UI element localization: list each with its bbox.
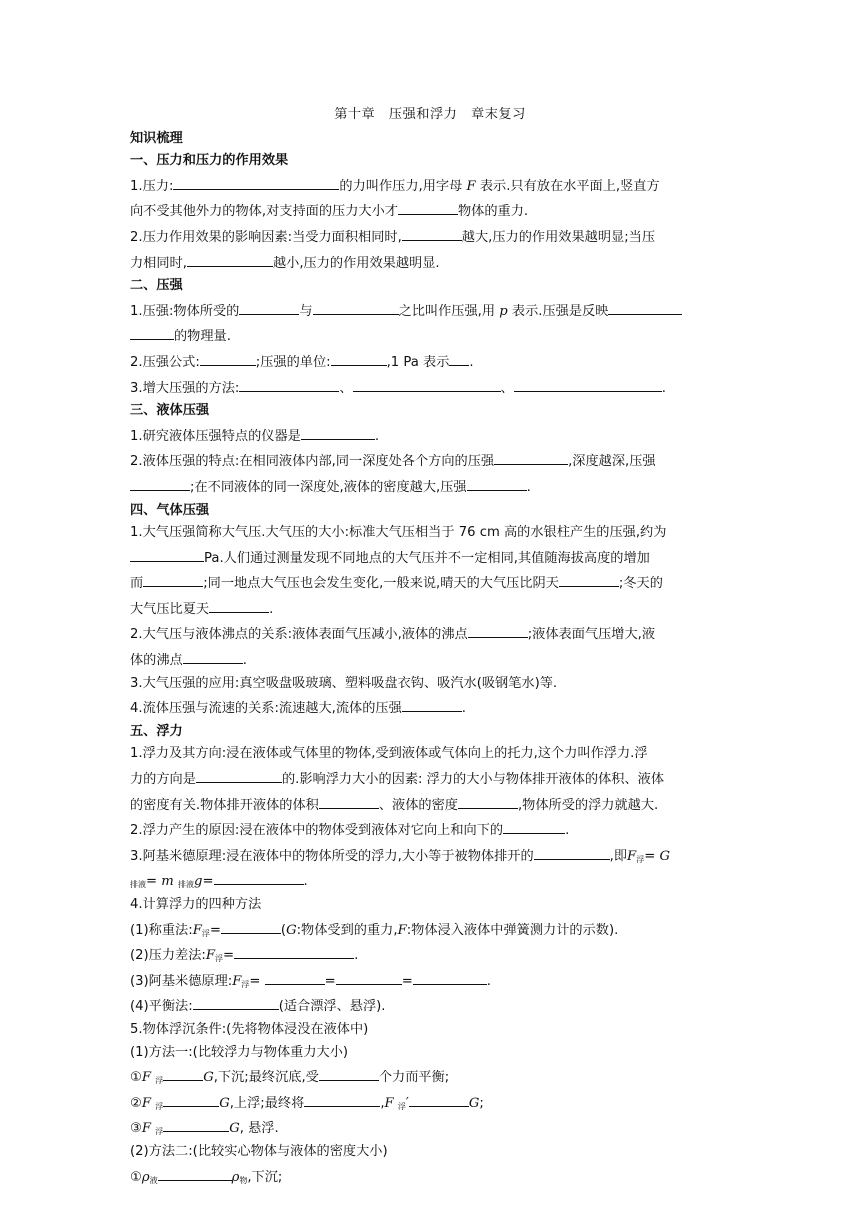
section-3-heading: 三、液体压强 xyxy=(130,403,210,419)
s4-line-2: Pa.人们通过测量发现不同地点的大气压并不一定相同,其值随海拔高度的增加 xyxy=(130,545,730,571)
fill-blank[interactable] xyxy=(209,596,269,613)
fill-blank[interactable] xyxy=(158,1164,232,1181)
fill-blank[interactable] xyxy=(503,817,565,834)
worksheet-page xyxy=(130,104,730,1189)
s5-line-11: (4)平衡法: (适合漂浮、悬浮). xyxy=(130,993,730,1019)
fill-blank[interactable] xyxy=(494,448,568,465)
fill-blank[interactable] xyxy=(200,349,256,366)
fill-blank[interactable] xyxy=(130,474,190,491)
fill-blank[interactable] xyxy=(239,375,339,392)
s5-line-14: ①F $_浮$ G,下沉;最终沉底,受 个力而平衡; xyxy=(130,1064,730,1090)
s3-line-3: ;在不同液体的同一深度处,液体的密度越大,压强 . xyxy=(130,474,730,500)
fill-blank[interactable] xyxy=(413,968,487,985)
s3-line-1: 1.研究液体压强特点的仪器是 . xyxy=(130,423,730,449)
s5-line-15: ②F $_浮$ G,上浮;最终将 ,F $_浮$′ G; xyxy=(130,1090,730,1116)
fill-blank[interactable] xyxy=(402,695,462,712)
fill-blank[interactable] xyxy=(449,349,469,366)
fill-blank[interactable] xyxy=(163,1064,203,1081)
s3-line-2: 2.液体压强的特点:在相同液体内部,同一深度处各个方向的压强 ,深度越深,压强 xyxy=(130,448,730,474)
fill-blank[interactable] xyxy=(402,224,462,241)
section-heading: 知识梳理 xyxy=(130,130,183,146)
fill-blank[interactable] xyxy=(143,570,203,587)
fill-blank[interactable] xyxy=(265,968,325,985)
s5-line-8: (1)称重法$:F_浮= (G$:物体受到的重力,F:物体浸入液体中弹簧测力计的示数). xyxy=(130,917,730,943)
fill-blank[interactable] xyxy=(398,198,458,215)
fill-blank[interactable] xyxy=(221,917,281,934)
fill-blank[interactable] xyxy=(514,375,662,392)
s5-line-9: (2)压力差法$:F_浮=$ . xyxy=(130,942,730,968)
fill-blank[interactable] xyxy=(608,298,682,315)
section-2-heading: 二、压强 xyxy=(130,278,183,294)
fill-blank[interactable] xyxy=(173,173,339,190)
fill-blank[interactable] xyxy=(187,250,273,267)
fill-blank[interactable] xyxy=(534,843,610,860)
s1-line-3: 2.压力作用效果的影响因素:当受力面积相同时, 越大,压力的作用效果越明显;当压 xyxy=(130,224,730,250)
fill-blank[interactable] xyxy=(559,570,619,587)
s5-line-5: 3.阿基米德原理:浸在液体中的物体所受的浮力,大小等于被物体排开的 ,即$F_浮= G$ xyxy=(130,843,730,869)
s1-line-1: 1.压力: 的力叫作压力,用字母 F 表示.只有放在水平面上,竖直方 xyxy=(130,173,730,199)
fill-blank[interactable] xyxy=(214,868,304,885)
s4-line-5: 2.大气压与液体沸点的关系:液体表面气压减小,液体的沸点 ;液体表面气压增大,液 xyxy=(130,621,730,647)
s2-line-2: 的物理量. xyxy=(130,323,730,349)
fill-blank[interactable] xyxy=(409,1090,469,1107)
s4-line-7: 3.大气压强的应用:真空吸盘吸玻璃、塑料吸盘衣钩、吸汽水(吸钢笔水)等. xyxy=(130,675,558,691)
s5-line-4: 2.浮力产生的原因:浸在液体中的物体受到液体对它向上和向下的 . xyxy=(130,817,730,843)
fill-blank[interactable] xyxy=(353,375,501,392)
s5-line-18: $①\rho_液$ $\rho_物$,下沉; xyxy=(130,1164,730,1190)
fill-blank[interactable] xyxy=(163,1090,219,1107)
fill-blank[interactable] xyxy=(130,545,204,562)
fill-blank[interactable] xyxy=(319,792,379,809)
s5-line-6: $_{排液}$= m $_{排液}$g= . xyxy=(130,868,730,894)
s2-line-4: 3.增大压强的方法: 、 、 . xyxy=(130,375,730,401)
s1-line-2: 向不受其他外力的物体,对支持面的压力大小才 物体的重力. xyxy=(130,198,730,224)
s5-line-13: (1)方法一:(比较浮力与物体重力大小) xyxy=(130,1044,349,1060)
s5-line-16: ③F $_浮$ G, 悬浮. xyxy=(130,1115,730,1141)
s4-line-3: 而 ;同一地点大气压也会发生变化,一般来说,晴天的大气压比阴天 ;冬天的 xyxy=(130,570,730,596)
s5-line-7: 4.计算浮力的四种方法 xyxy=(130,897,262,912)
s5-line-2: 力的方向是 的.影响浮力大小的因素: 浮力的大小与物体排开液体的体积、液体 xyxy=(130,766,730,792)
fill-blank[interactable] xyxy=(130,323,174,340)
fill-blank[interactable] xyxy=(234,942,354,959)
fill-blank[interactable] xyxy=(313,298,399,315)
s4-line-8: 4.流体压强与流速的关系:流速越大,流体的压强 . xyxy=(130,695,730,721)
s5-line-12: 5.物体浮沉条件:(先将物体浸没在液体中) xyxy=(130,1021,369,1037)
page-title: 第十章 压强和浮力 章末复习 xyxy=(334,107,526,122)
section-1-heading: 一、压力和压力的作用效果 xyxy=(130,153,289,169)
fill-blank[interactable] xyxy=(196,766,282,783)
s5-line-1: 1.浮力及其方向:浸在液体或气体里的物体,受到液体或气体向上的托力,这个力叫作浮力.浮 xyxy=(130,746,648,762)
fill-blank[interactable] xyxy=(331,349,387,366)
section-5-heading: 五、浮力 xyxy=(130,723,183,739)
s2-line-1: 1.压强:物体所受的 与 之比叫作压强,用 p 表示.压强是反映 xyxy=(130,298,730,324)
fill-blank[interactable] xyxy=(468,621,528,638)
s4-line-1: 1.大气压强简称大气压.大气压的大小:标准大气压相当于 76 cm 高的水银柱产生的压强,约为 xyxy=(130,525,667,541)
fill-blank[interactable] xyxy=(193,993,279,1010)
s4-line-4: 大气压比夏天 . xyxy=(130,596,730,622)
fill-blank[interactable] xyxy=(336,968,402,985)
s5-line-10: (3)阿基米德原理$:F_浮=$ = = . xyxy=(130,968,730,994)
fill-blank[interactable] xyxy=(467,474,527,491)
fill-blank[interactable] xyxy=(458,792,518,809)
fill-blank[interactable] xyxy=(239,298,299,315)
fill-blank[interactable] xyxy=(301,423,375,440)
s5-line-17: (2)方法二:(比较实心物体与液体的密度大小) xyxy=(130,1143,388,1159)
s1-line-4: 力相同时, 越小,压力的作用效果越明显. xyxy=(130,250,730,276)
fill-blank[interactable] xyxy=(304,1090,380,1107)
fill-blank[interactable] xyxy=(163,1115,229,1132)
fill-blank[interactable] xyxy=(183,647,243,664)
s2-line-3: 2.压强公式: ;压强的单位: ,1 Pa 表示 . xyxy=(130,349,730,375)
section-4-heading: 四、气体压强 xyxy=(130,502,210,518)
s5-line-3: 的密度有关.物体排开液体的体积 、液体的密度 ,物体所受的浮力就越大. xyxy=(130,792,730,818)
s4-line-6: 体的沸点 . xyxy=(130,647,730,673)
fill-blank[interactable] xyxy=(319,1064,379,1081)
